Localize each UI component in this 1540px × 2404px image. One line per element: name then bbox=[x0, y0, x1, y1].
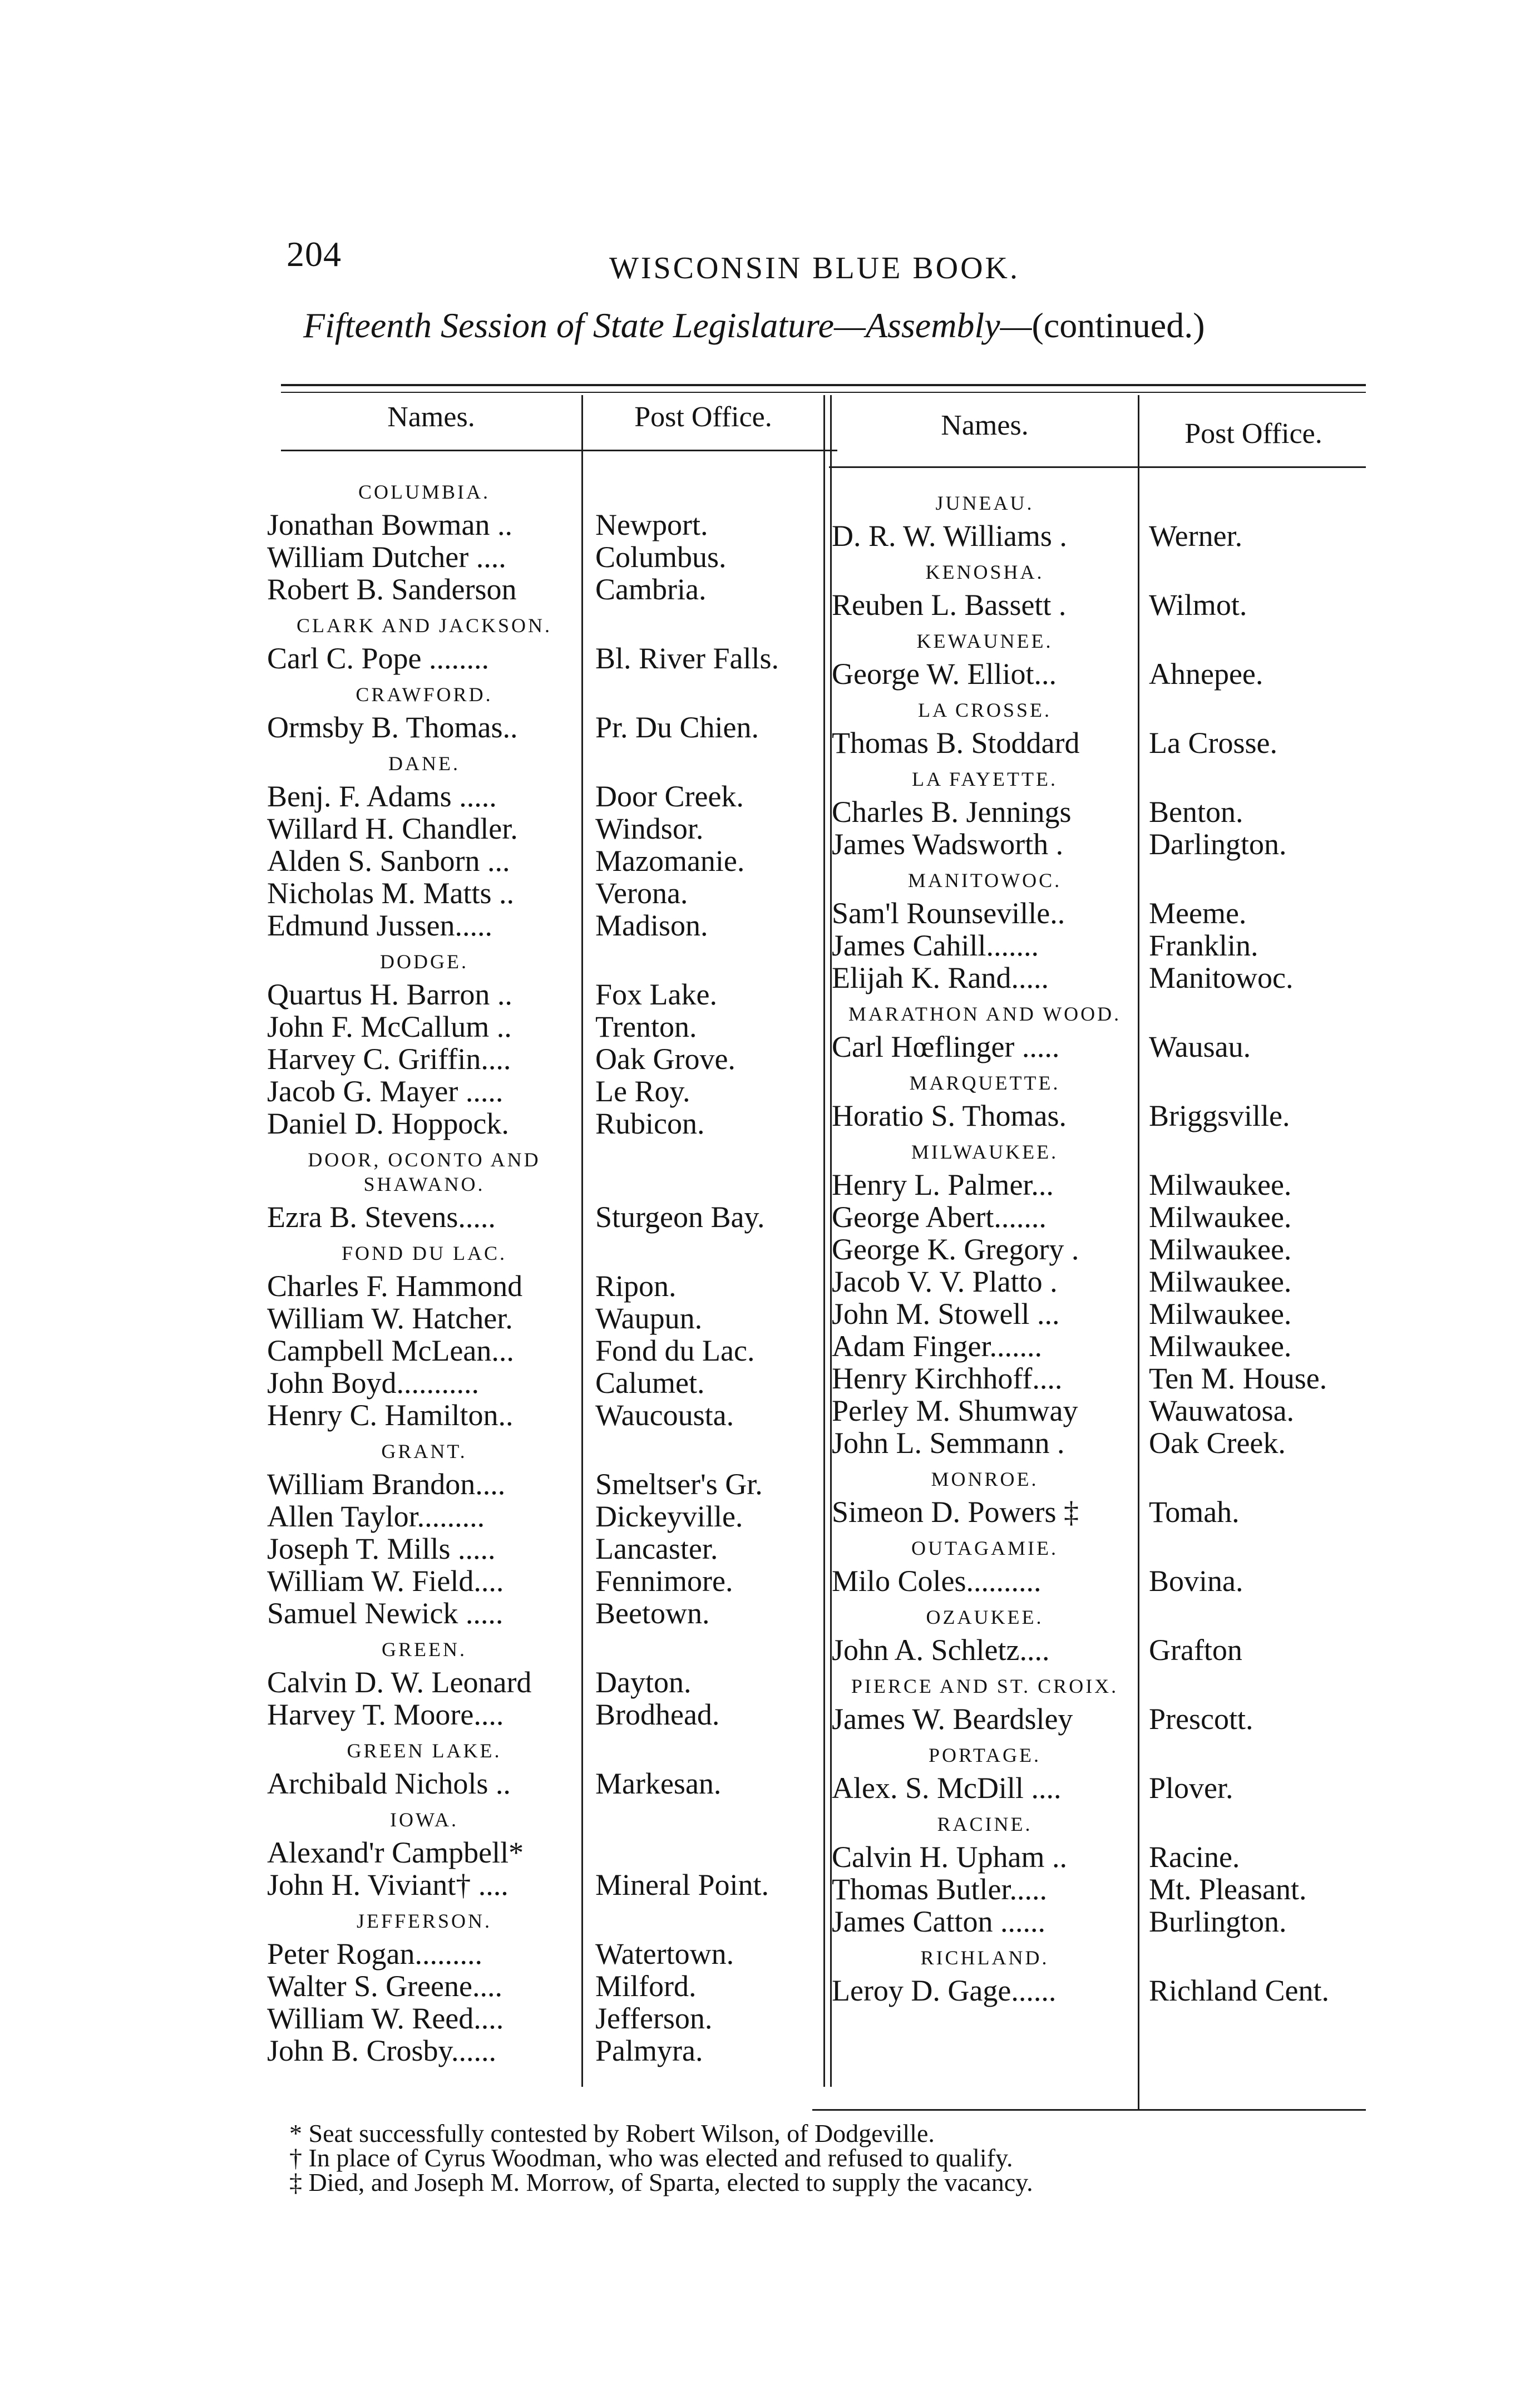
post-office: Tomah. bbox=[1149, 1495, 1240, 1529]
member-row bbox=[832, 962, 1366, 994]
post-office: Bovina. bbox=[1149, 1564, 1243, 1598]
post-office: Madison. bbox=[595, 909, 708, 942]
member-row bbox=[832, 658, 1366, 690]
post-office: Verona. bbox=[595, 876, 688, 910]
page-subtitle bbox=[303, 305, 1205, 346]
post-office: Wauwatosa. bbox=[1149, 1394, 1295, 1427]
member-name: William W. Field.... bbox=[267, 1564, 504, 1598]
post-office: Trenton. bbox=[595, 1010, 697, 1043]
member-row bbox=[267, 812, 823, 845]
member-row bbox=[267, 1367, 823, 1399]
member-name: John M. Stowell ... bbox=[832, 1297, 1060, 1331]
member-name: Edmund Jussen..... bbox=[267, 909, 492, 942]
county-heading: JUNEAU. bbox=[935, 492, 1034, 514]
member-name: Jonathan Bowman .. bbox=[267, 508, 512, 541]
header-rule-left bbox=[281, 450, 837, 451]
county-heading: LA CROSSE. bbox=[917, 699, 1052, 721]
county-heading: RACINE. bbox=[937, 1813, 1033, 1835]
member-name: Charles F. Hammond bbox=[267, 1269, 523, 1303]
member-name: William Dutcher .... bbox=[267, 540, 506, 574]
member-row bbox=[832, 897, 1366, 929]
member-row bbox=[832, 1233, 1366, 1265]
county-heading: KEWAUNEE. bbox=[916, 630, 1053, 652]
post-office: Werner. bbox=[1149, 519, 1243, 553]
member-name: Campbell McLean... bbox=[267, 1334, 514, 1367]
member-name: Harvey T. Moore.... bbox=[267, 1698, 504, 1731]
member-row bbox=[832, 727, 1366, 759]
post-office: Milwaukee. bbox=[1149, 1297, 1292, 1331]
member-row bbox=[832, 1565, 1366, 1597]
member-row bbox=[832, 1772, 1366, 1804]
member-row bbox=[832, 1265, 1366, 1298]
member-name: Sam'l Rounseville.. bbox=[832, 896, 1065, 930]
member-name: James W. Beardsley bbox=[832, 1702, 1073, 1736]
county-heading: PIERCE AND ST. CROIX. bbox=[851, 1675, 1119, 1697]
post-office: Ten M. House. bbox=[1149, 1362, 1327, 1395]
member-name: Elijah K. Rand..... bbox=[832, 961, 1049, 994]
post-office: Waupun. bbox=[595, 1302, 703, 1335]
member-row bbox=[267, 1302, 823, 1334]
post-office: Milwaukee. bbox=[1149, 1265, 1292, 1298]
member-name: Archibald Nichols .. bbox=[267, 1767, 511, 1800]
member-name: Henry L. Palmer... bbox=[832, 1168, 1054, 1201]
member-row bbox=[832, 589, 1366, 621]
county-heading: COLUMBIA. bbox=[358, 481, 490, 503]
post-office: Wilmot. bbox=[1149, 588, 1247, 622]
county-heading: CLARK AND JACKSON. bbox=[296, 614, 552, 637]
post-office: Richland Cent. bbox=[1149, 1974, 1329, 2007]
member-row bbox=[832, 1201, 1366, 1233]
post-office: Manitowoc. bbox=[1149, 961, 1294, 994]
member-row bbox=[832, 1427, 1366, 1459]
subtitle-plain: (continued.) bbox=[1031, 306, 1205, 345]
county-heading: FOND DU LAC. bbox=[341, 1242, 507, 1264]
post-office: Rubicon. bbox=[595, 1107, 705, 1140]
member-row bbox=[832, 1634, 1366, 1666]
member-name: Samuel Newick ..... bbox=[267, 1597, 504, 1630]
county-heading: PORTAGE. bbox=[929, 1744, 1041, 1766]
member-name: Joseph T. Mills ..... bbox=[267, 1532, 496, 1565]
post-office: Jefferson. bbox=[595, 2002, 713, 2035]
county-heading: GREEN. bbox=[382, 1638, 467, 1661]
member-name: George W. Elliot... bbox=[832, 657, 1057, 691]
member-row bbox=[832, 1496, 1366, 1528]
member-name: John H. Viviant† .... bbox=[267, 1868, 509, 1901]
member-row bbox=[267, 1500, 823, 1533]
member-name: William Brandon.... bbox=[267, 1467, 506, 1501]
header-names-left: Names. bbox=[387, 401, 475, 433]
county-heading: RICHLAND. bbox=[920, 1947, 1049, 1969]
member-name: Quartus H. Barron .. bbox=[267, 978, 512, 1011]
member-name: James Cahill....... bbox=[832, 929, 1039, 962]
post-office: Milwaukee. bbox=[1149, 1233, 1292, 1266]
post-office: Mt. Pleasant. bbox=[1149, 1873, 1307, 1906]
county-heading: OZAUKEE. bbox=[926, 1606, 1044, 1628]
post-office: Fond du Lac. bbox=[595, 1334, 755, 1367]
member-name: Alexand'r Campbell* bbox=[267, 1836, 524, 1869]
member-row bbox=[832, 1298, 1366, 1330]
member-name: Adam Finger....... bbox=[832, 1329, 1042, 1363]
member-name: Carl Hœflinger ..... bbox=[832, 1030, 1060, 1063]
member-row bbox=[267, 1698, 823, 1731]
member-name: Carl C. Pope ........ bbox=[267, 642, 489, 675]
member-name: James Wadsworth . bbox=[832, 827, 1064, 861]
footnote-in-place-of: † In place of Cyrus Woodman, who was elected and refused to qualify. bbox=[289, 2144, 1013, 2172]
header-post-office-left: Post Office. bbox=[634, 401, 772, 433]
member-name: Thomas B. Stoddard bbox=[832, 726, 1080, 760]
member-row bbox=[832, 1905, 1366, 1938]
post-office: Fennimore. bbox=[595, 1564, 733, 1598]
footnotes bbox=[289, 2121, 1033, 2195]
member-row bbox=[832, 1169, 1366, 1201]
member-row bbox=[832, 1100, 1366, 1132]
post-office: Markesan. bbox=[595, 1767, 722, 1800]
post-office: Beetown. bbox=[595, 1597, 710, 1630]
member-name: Calvin D. W. Leonard bbox=[267, 1666, 532, 1699]
footnote-seat-contested: * Seat successfully contested by Robert Wilson, of Dodgeville. bbox=[289, 2119, 935, 2147]
member-name: Benj. F. Adams ..... bbox=[267, 780, 497, 813]
table-top-rule bbox=[281, 384, 1366, 386]
member-row bbox=[267, 1767, 823, 1800]
post-office: Grafton bbox=[1149, 1633, 1242, 1667]
member-name: Thomas Butler..... bbox=[832, 1873, 1047, 1906]
member-name: Jacob V. V. Platto . bbox=[832, 1265, 1058, 1298]
post-office: Dickeyville. bbox=[595, 1500, 743, 1533]
post-office: Smeltser's Gr. bbox=[595, 1467, 763, 1501]
post-office: Pr. Du Chien. bbox=[595, 711, 759, 744]
member-name: George K. Gregory . bbox=[832, 1233, 1079, 1266]
member-row bbox=[832, 1031, 1366, 1063]
post-office: Sturgeon Bay. bbox=[595, 1200, 765, 1234]
member-name: Allen Taylor......... bbox=[267, 1500, 485, 1533]
member-name: Simeon D. Powers ‡ bbox=[832, 1495, 1079, 1529]
member-row bbox=[267, 1468, 823, 1500]
member-name: Ezra B. Stevens..... bbox=[267, 1200, 496, 1234]
post-office: Mineral Point. bbox=[595, 1868, 769, 1901]
column-rule-center-a bbox=[823, 395, 825, 2087]
county-heading: MANITOWOC. bbox=[907, 869, 1062, 891]
post-office: Plover. bbox=[1149, 1771, 1233, 1805]
footnote-died: ‡ Died, and Joseph M. Morrow, of Sparta, elected to supply the vacancy. bbox=[289, 2168, 1033, 2196]
member-row bbox=[267, 1011, 823, 1043]
member-row bbox=[267, 642, 823, 674]
post-office: Milwaukee. bbox=[1149, 1200, 1292, 1234]
page-number: 204 bbox=[287, 234, 342, 274]
post-office: Benton. bbox=[1149, 795, 1243, 829]
post-office: Oak Grove. bbox=[595, 1042, 736, 1076]
member-row bbox=[267, 573, 823, 605]
county-heading: KENOSHA. bbox=[925, 561, 1044, 583]
post-office: Cambria. bbox=[595, 573, 707, 606]
member-name: Alden S. Sanborn ... bbox=[267, 844, 510, 878]
member-row bbox=[832, 929, 1366, 962]
member-name: Ormsby B. Thomas.. bbox=[267, 711, 518, 744]
member-row bbox=[832, 1841, 1366, 1873]
member-name: D. R. W. Williams . bbox=[832, 519, 1067, 553]
member-name: George Abert....... bbox=[832, 1200, 1047, 1234]
member-name: Daniel D. Hoppock. bbox=[267, 1107, 509, 1140]
member-row bbox=[832, 1362, 1366, 1395]
post-office: Meeme. bbox=[1149, 896, 1247, 930]
member-row bbox=[267, 1666, 823, 1698]
member-name: John Boyd........... bbox=[267, 1366, 480, 1400]
post-office: Watertown. bbox=[595, 1937, 734, 1971]
post-office: Ahnepee. bbox=[1149, 657, 1263, 691]
post-office: Le Roy. bbox=[595, 1075, 690, 1108]
member-row bbox=[267, 1075, 823, 1107]
subtitle-italic: Fifteenth Session of State Legislature—Assembly— bbox=[303, 306, 1032, 345]
county-heading: MONROE. bbox=[931, 1468, 1039, 1490]
member-row bbox=[832, 1873, 1366, 1905]
post-office: Waucousta. bbox=[595, 1398, 734, 1432]
member-name: John A. Schletz.... bbox=[832, 1633, 1050, 1667]
member-row bbox=[267, 1597, 823, 1629]
member-name: Charles B. Jennings bbox=[832, 795, 1072, 829]
county-heading: GRANT. bbox=[381, 1440, 467, 1462]
header-post-office-right: Post Office. bbox=[1184, 418, 1322, 450]
member-row bbox=[267, 1043, 823, 1075]
post-office: Columbus. bbox=[595, 540, 727, 574]
county-heading: DANE. bbox=[388, 752, 460, 775]
member-row bbox=[832, 1395, 1366, 1427]
member-row bbox=[267, 877, 823, 909]
table-bottom-rule bbox=[812, 2109, 1366, 2111]
header-rule-right bbox=[829, 466, 1366, 468]
post-office: Mazomanie. bbox=[595, 844, 745, 878]
county-heading: JEFFERSON. bbox=[356, 1910, 492, 1932]
post-office: Bl. River Falls. bbox=[595, 642, 779, 675]
member-row bbox=[267, 1970, 823, 2002]
member-name: Milo Coles.......... bbox=[832, 1564, 1042, 1598]
post-office: Franklin. bbox=[1149, 929, 1258, 962]
member-name: James Catton ...... bbox=[832, 1905, 1045, 1938]
member-row bbox=[267, 1107, 823, 1140]
county-heading: OUTAGAMIE. bbox=[911, 1537, 1059, 1559]
post-office: Dayton. bbox=[595, 1666, 692, 1699]
member-row bbox=[267, 1836, 823, 1869]
right-column bbox=[832, 483, 1366, 2007]
member-row bbox=[832, 1330, 1366, 1362]
member-row bbox=[267, 1399, 823, 1431]
member-name: Robert B. Sanderson bbox=[267, 573, 517, 606]
member-row bbox=[267, 2002, 823, 2034]
member-name: Calvin H. Upham .. bbox=[832, 1840, 1067, 1874]
member-name: John F. McCallum .. bbox=[267, 1010, 512, 1043]
post-office: Wausau. bbox=[1149, 1030, 1251, 1063]
member-row bbox=[267, 509, 823, 541]
member-row bbox=[832, 828, 1366, 860]
member-name: Harvey C. Griffin.... bbox=[267, 1042, 511, 1076]
running-head: WISCONSIN BLUE BOOK. bbox=[609, 251, 1020, 285]
member-name: Peter Rogan......... bbox=[267, 1937, 482, 1971]
post-office: Calumet. bbox=[595, 1366, 705, 1400]
county-heading: DOOR, OCONTO AND SHAWANO. bbox=[308, 1149, 541, 1195]
county-heading: IOWA. bbox=[390, 1809, 458, 1831]
post-office: Oak Creek. bbox=[1149, 1426, 1286, 1460]
member-row bbox=[832, 796, 1366, 828]
post-office: Palmyra. bbox=[595, 2034, 703, 2067]
post-office: Milford. bbox=[595, 1969, 697, 2003]
table-top-rule-2 bbox=[281, 392, 1366, 393]
county-heading: MILWAUKEE. bbox=[911, 1141, 1059, 1163]
post-office: Lancaster. bbox=[595, 1532, 718, 1565]
post-office: Briggsville. bbox=[1149, 1099, 1290, 1132]
post-office: Milwaukee. bbox=[1149, 1168, 1292, 1201]
member-name: Alex. S. McDill .... bbox=[832, 1771, 1062, 1805]
post-office: Newport. bbox=[595, 508, 708, 541]
post-office: Darlington. bbox=[1149, 827, 1287, 861]
county-heading: MARATHON AND WOOD. bbox=[848, 1003, 1122, 1025]
member-row bbox=[267, 1201, 823, 1233]
county-heading: MARQUETTE. bbox=[909, 1072, 1060, 1094]
member-name: Willard H. Chandler. bbox=[267, 812, 518, 845]
member-row bbox=[832, 520, 1366, 552]
member-row bbox=[267, 845, 823, 877]
member-name: John B. Crosby...... bbox=[267, 2034, 497, 2067]
post-office: Door Creek. bbox=[595, 780, 744, 813]
county-heading: CRAWFORD. bbox=[356, 683, 493, 706]
member-name: Jacob G. Mayer ..... bbox=[267, 1075, 504, 1108]
member-name: Horatio S. Thomas. bbox=[832, 1099, 1067, 1132]
member-row bbox=[267, 711, 823, 743]
member-row bbox=[267, 780, 823, 812]
member-name: Nicholas M. Matts .. bbox=[267, 876, 514, 910]
member-row bbox=[267, 1938, 823, 1970]
post-office: Burlington. bbox=[1149, 1905, 1287, 1938]
member-row bbox=[267, 541, 823, 573]
member-row bbox=[267, 909, 823, 942]
member-name: Perley M. Shumway bbox=[832, 1394, 1078, 1427]
member-row bbox=[267, 978, 823, 1011]
post-office: Brodhead. bbox=[595, 1698, 720, 1731]
member-row bbox=[832, 1703, 1366, 1735]
member-name: Walter S. Greene.... bbox=[267, 1969, 502, 2003]
member-name: Reuben L. Bassett . bbox=[832, 588, 1067, 622]
header-names-right: Names. bbox=[941, 410, 1029, 441]
county-heading: LA FAYETTE. bbox=[911, 768, 1058, 790]
post-office: Ripon. bbox=[595, 1269, 677, 1303]
county-heading: DODGE. bbox=[380, 950, 468, 973]
member-row bbox=[267, 2034, 823, 2067]
member-row bbox=[267, 1565, 823, 1597]
post-office: Milwaukee. bbox=[1149, 1329, 1292, 1363]
left-column bbox=[267, 472, 823, 2067]
member-row bbox=[267, 1270, 823, 1302]
post-office: Prescott. bbox=[1149, 1702, 1253, 1736]
member-name: Henry Kirchhoff.... bbox=[832, 1362, 1063, 1395]
member-name: William W. Hatcher. bbox=[267, 1302, 513, 1335]
post-office: Racine. bbox=[1149, 1840, 1240, 1874]
post-office: Fox Lake. bbox=[595, 978, 717, 1011]
county-heading: GREEN LAKE. bbox=[347, 1740, 502, 1762]
member-row bbox=[832, 1974, 1366, 2007]
post-office: La Crosse. bbox=[1149, 726, 1277, 760]
member-row bbox=[267, 1334, 823, 1367]
member-name: Henry C. Hamilton.. bbox=[267, 1398, 514, 1432]
member-name: William W. Reed.... bbox=[267, 2002, 504, 2035]
member-name: John L. Semmann . bbox=[832, 1426, 1065, 1460]
member-row bbox=[267, 1533, 823, 1565]
member-row bbox=[267, 1869, 823, 1901]
post-office: Windsor. bbox=[595, 812, 704, 845]
member-name: Leroy D. Gage...... bbox=[832, 1974, 1057, 2007]
